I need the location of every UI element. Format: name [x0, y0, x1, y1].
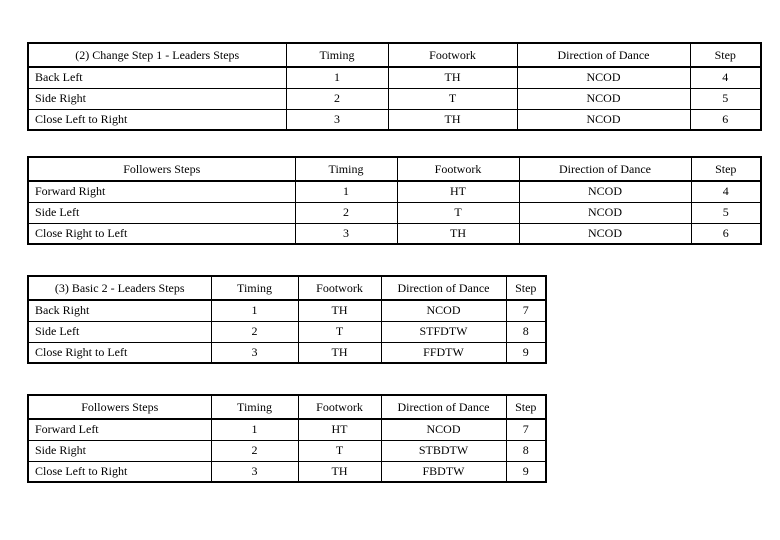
cell-step: 7 — [506, 300, 546, 321]
cell-footwork: TH — [298, 300, 381, 321]
header-footwork: Footwork — [298, 276, 381, 300]
cell-footwork: T — [298, 440, 381, 461]
table-row — [28, 88, 761, 109]
cell-timing: 2 — [295, 202, 397, 223]
cell-step-name: Back Left — [28, 67, 286, 88]
cell-timing: 3 — [295, 223, 397, 244]
cell-timing: 3 — [211, 342, 298, 363]
header-direction: Direction of Dance — [381, 276, 506, 300]
cell-footwork: TH — [298, 342, 381, 363]
cell-step-name: Back Right — [28, 300, 211, 321]
cell-step-name: Forward Left — [28, 419, 211, 440]
header-direction: Direction of Dance — [519, 157, 691, 181]
header-steps: (2) Change Step 1 - Leaders Steps — [28, 43, 286, 67]
table-row — [28, 321, 546, 342]
cell-footwork: T — [397, 202, 519, 223]
cell-step-name: Side Left — [28, 202, 295, 223]
header-direction: Direction of Dance — [381, 395, 506, 419]
header-timing: Timing — [295, 157, 397, 181]
basic-2-leaders-table — [27, 275, 547, 364]
cell-step-name: Side Right — [28, 440, 211, 461]
cell-timing: 2 — [211, 321, 298, 342]
header-footwork: Footwork — [397, 157, 519, 181]
table-header-row — [28, 276, 546, 300]
cell-direction: NCOD — [519, 181, 691, 202]
cell-step-name: Close Left to Right — [28, 461, 211, 482]
table-row — [28, 109, 761, 130]
cell-step-name: Side Right — [28, 88, 286, 109]
table-row — [28, 419, 546, 440]
header-step: Step — [506, 395, 546, 419]
cell-direction: STBDTW — [381, 440, 506, 461]
cell-step-name: Close Left to Right — [28, 109, 286, 130]
cell-footwork: T — [298, 321, 381, 342]
cell-step: 9 — [506, 342, 546, 363]
header-step: Step — [691, 157, 761, 181]
header-step: Step — [690, 43, 761, 67]
table-row — [28, 440, 546, 461]
cell-footwork: TH — [388, 109, 517, 130]
cell-step: 4 — [690, 67, 761, 88]
cell-step: 4 — [691, 181, 761, 202]
cell-footwork: TH — [298, 461, 381, 482]
cell-direction: NCOD — [381, 419, 506, 440]
cell-step: 8 — [506, 321, 546, 342]
header-timing: Timing — [211, 276, 298, 300]
cell-step: 6 — [690, 109, 761, 130]
cell-direction: NCOD — [519, 223, 691, 244]
cell-footwork: T — [388, 88, 517, 109]
header-timing: Timing — [211, 395, 298, 419]
cell-timing: 1 — [286, 67, 388, 88]
cell-direction: NCOD — [517, 88, 690, 109]
table-header-row — [28, 43, 761, 67]
cell-direction: FFDTW — [381, 342, 506, 363]
cell-step: 8 — [506, 440, 546, 461]
cell-direction: NCOD — [381, 300, 506, 321]
header-timing: Timing — [286, 43, 388, 67]
cell-timing: 1 — [211, 419, 298, 440]
change-step-1-leaders-table — [27, 42, 762, 131]
cell-timing: 3 — [211, 461, 298, 482]
cell-footwork: HT — [298, 419, 381, 440]
change-step-1-followers-table — [27, 156, 762, 245]
cell-step: 5 — [691, 202, 761, 223]
table-row — [28, 342, 546, 363]
table-row — [28, 461, 546, 482]
table-row — [28, 300, 546, 321]
cell-direction: NCOD — [519, 202, 691, 223]
cell-timing: 2 — [286, 88, 388, 109]
table-row — [28, 181, 761, 202]
table-header-row — [28, 395, 546, 419]
table-header-row — [28, 157, 761, 181]
cell-timing: 3 — [286, 109, 388, 130]
cell-step: 5 — [690, 88, 761, 109]
cell-timing: 2 — [211, 440, 298, 461]
cell-step: 9 — [506, 461, 546, 482]
table-row — [28, 202, 761, 223]
header-direction: Direction of Dance — [517, 43, 690, 67]
cell-step-name: Side Left — [28, 321, 211, 342]
cell-direction: NCOD — [517, 67, 690, 88]
table-row — [28, 67, 761, 88]
cell-step: 6 — [691, 223, 761, 244]
cell-direction: NCOD — [517, 109, 690, 130]
cell-direction: STFDTW — [381, 321, 506, 342]
cell-timing: 1 — [211, 300, 298, 321]
header-steps: Followers Steps — [28, 395, 211, 419]
cell-step-name: Forward Right — [28, 181, 295, 202]
cell-direction: FBDTW — [381, 461, 506, 482]
cell-footwork: TH — [397, 223, 519, 244]
header-steps: (3) Basic 2 - Leaders Steps — [28, 276, 211, 300]
header-footwork: Footwork — [388, 43, 517, 67]
cell-step: 7 — [506, 419, 546, 440]
cell-footwork: TH — [388, 67, 517, 88]
cell-step-name: Close Right to Left — [28, 342, 211, 363]
header-footwork: Footwork — [298, 395, 381, 419]
table-row — [28, 223, 761, 244]
basic-2-followers-table — [27, 394, 547, 483]
cell-footwork: HT — [397, 181, 519, 202]
cell-step-name: Close Right to Left — [28, 223, 295, 244]
header-steps: Followers Steps — [28, 157, 295, 181]
cell-timing: 1 — [295, 181, 397, 202]
header-step: Step — [506, 276, 546, 300]
